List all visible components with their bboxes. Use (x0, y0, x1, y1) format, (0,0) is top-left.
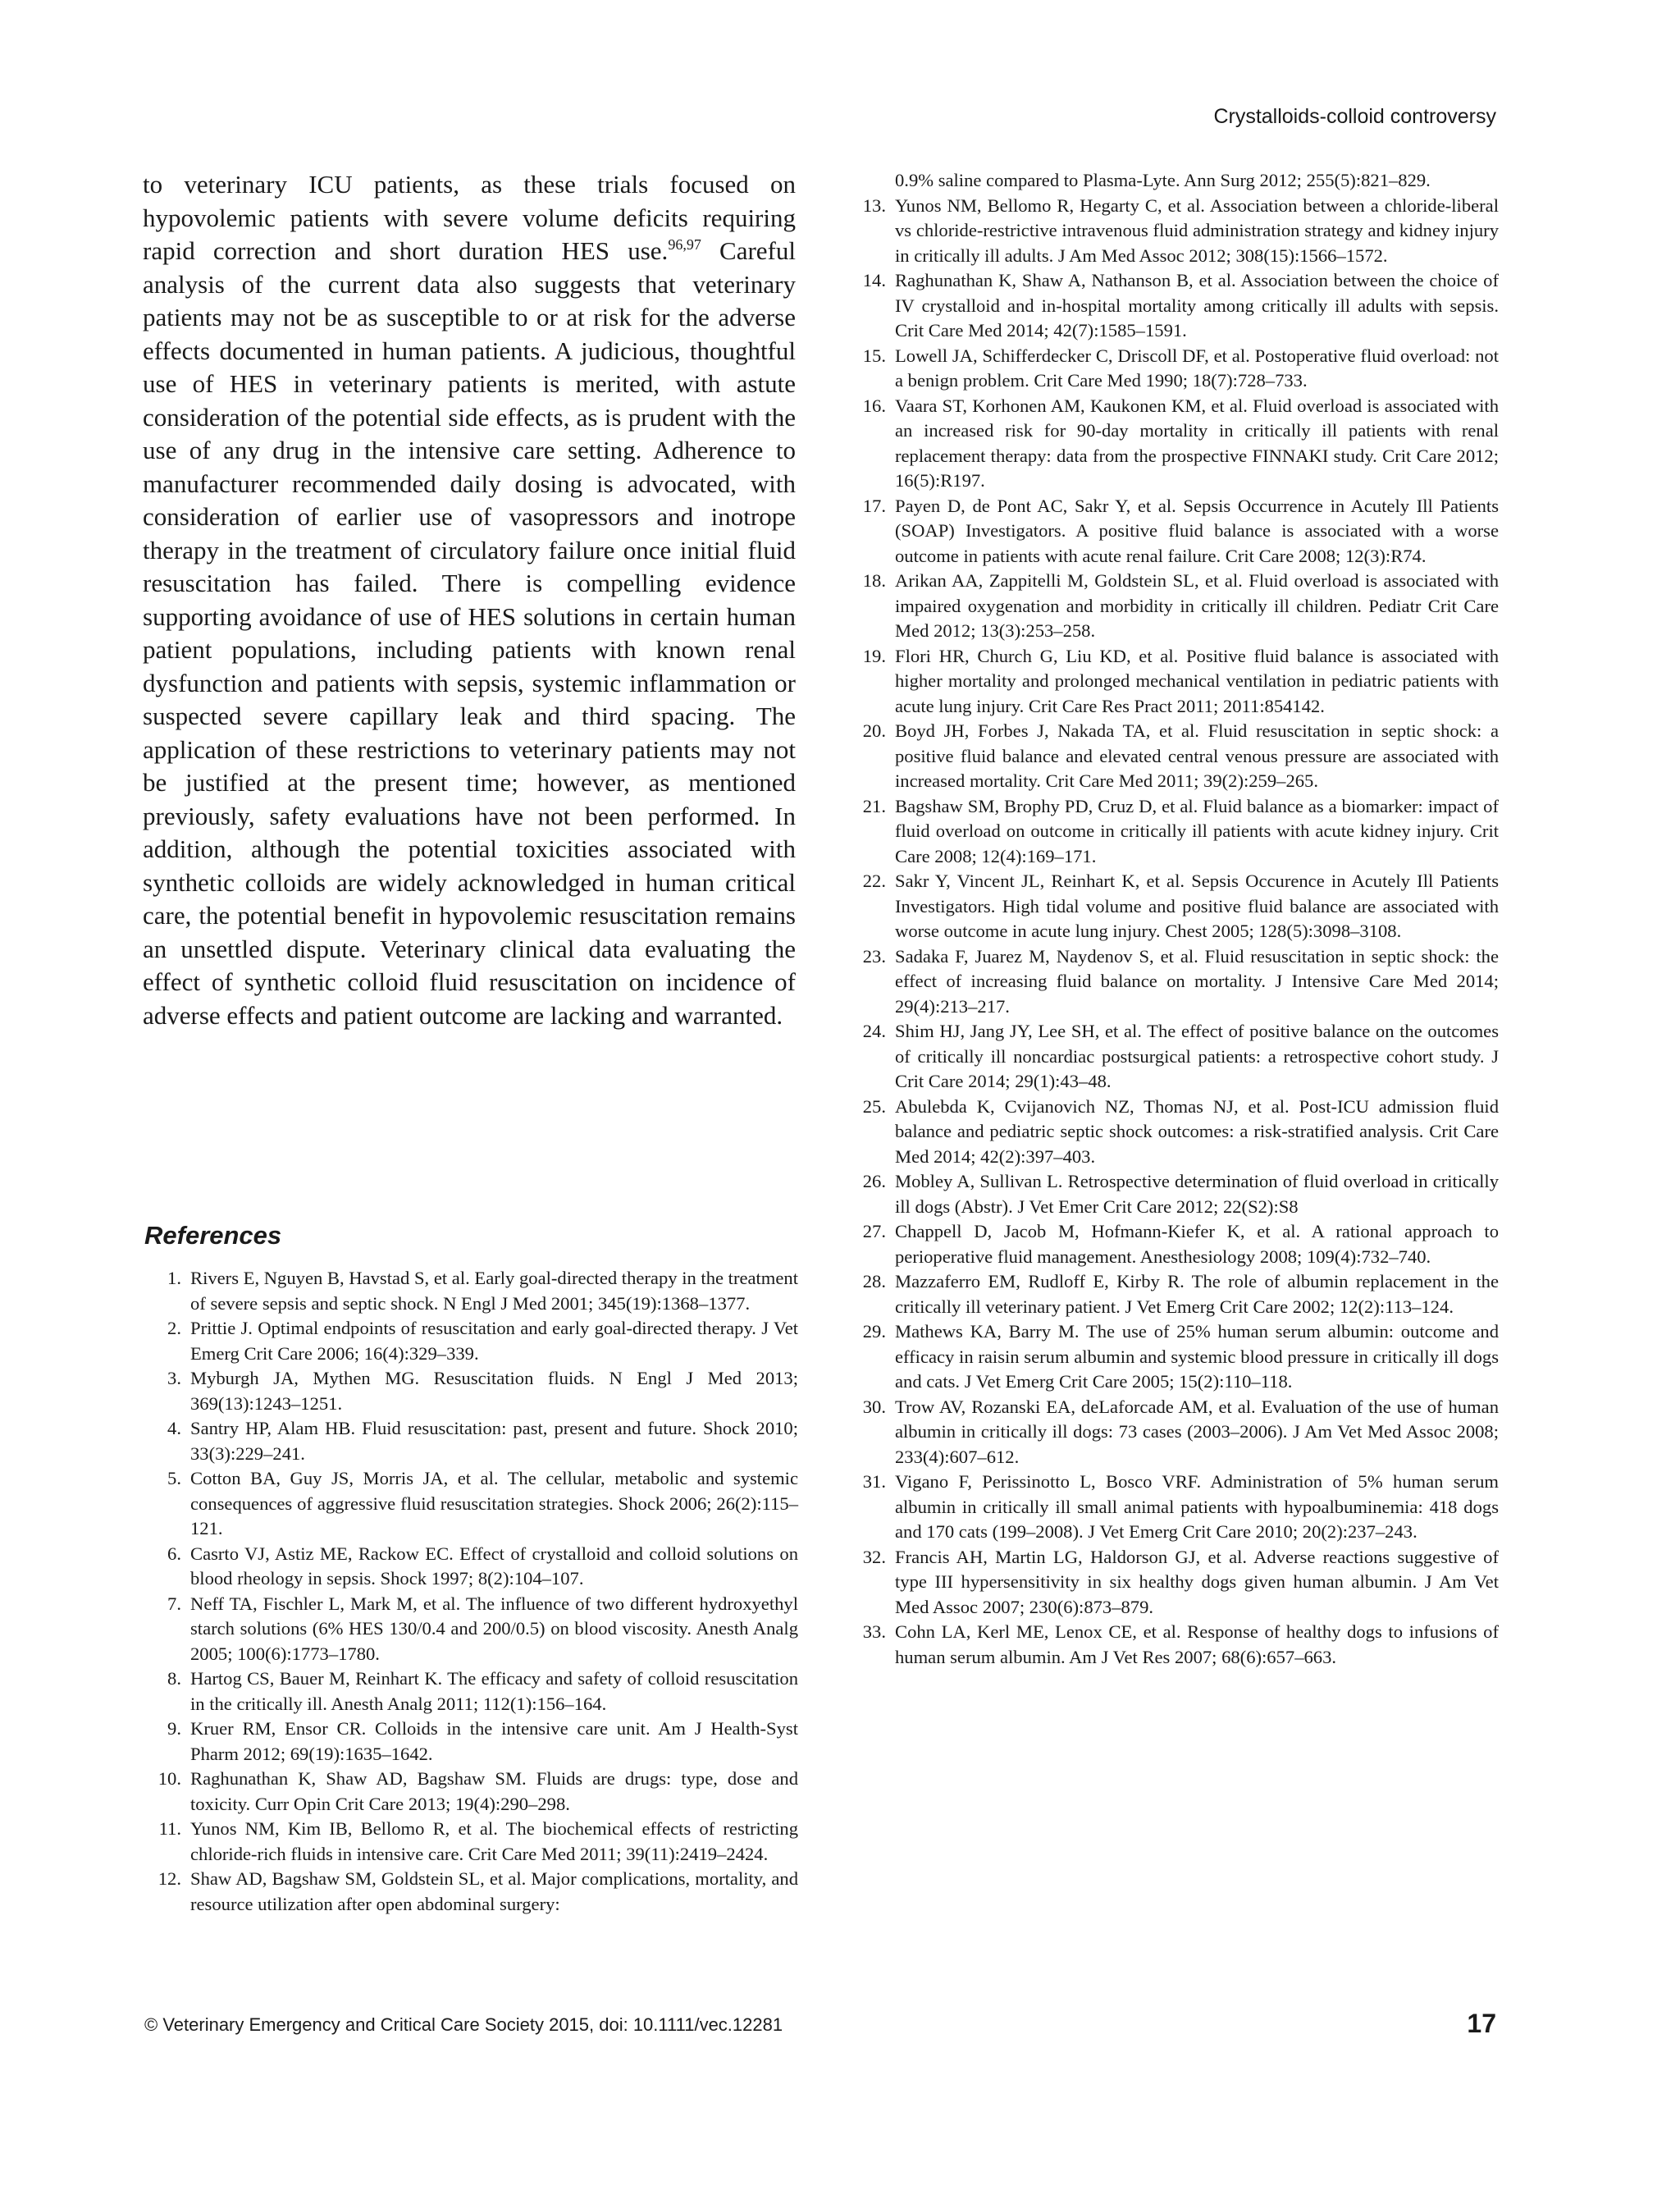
reference-text: Neff TA, Fischler L, Mark M, et al. The influence of two different hydroxyethyl starch solutions (6% HES 130/0.4 and 200/0.5) on blood viscosity. Anesth Analg 2005; 100(6):1773–1780. (190, 1593, 798, 1664)
reference-text: Mathews KA, Barry M. The use of 25% human serum albumin: outcome and efficacy in raisin serum albumin and systemic blood pressure in critically ill dogs and cats. J Vet Emerg Crit Care 2005; 15(2):110–118. (895, 1321, 1499, 1392)
reference-text: Chappell D, Jacob M, Hofmann-Kiefer K, et al. A rational approach to perioperative fluid management. Anesthesiology 2008; 109(4):732–740. (895, 1221, 1499, 1267)
reference-number: 17. (862, 495, 886, 516)
reference-text: Raghunathan K, Shaw A, Nathanson B, et al. Association between the choice of IV crystalloid and in-hospital mortality among critically ill adults with sepsis. Crit Care Med 2014; 42(7):1585–1591. (895, 270, 1499, 341)
reference-number: 7. (167, 1593, 181, 1614)
reference-item (849, 494, 1499, 569)
reference-item (849, 1095, 1499, 1170)
references-right-column (849, 168, 1499, 1670)
reference-item (849, 268, 1499, 344)
reference-text: Myburgh JA, Mythen MG. Resuscitation fluids. N Engl J Med 2013; 369(13):1243–1251. (190, 1368, 798, 1414)
reference-number: 32. (862, 1546, 886, 1567)
reference-item (849, 394, 1499, 494)
reference-number: 14. (862, 270, 886, 290)
reference-item (144, 1666, 798, 1717)
reference-item (144, 1466, 798, 1542)
reference-text: Casrto VJ, Astiz ME, Rackow EC. Effect of crystalloid and colloid solutions on blood rheology in sepsis. Shock 1997; 8(2):104–107. (190, 1543, 798, 1589)
reference-number: 16. (862, 395, 886, 416)
reference-number: 30. (862, 1396, 886, 1417)
reference-text: Bagshaw SM, Brophy PD, Cruz D, et al. Fluid balance as a biomarker: impact of fluid overload on outcome in critically ill patients with acute kidney injury. Crit Care 2008; 12(4):169–171. (895, 795, 1499, 866)
reference-number: 13. (862, 194, 886, 216)
reference-text: Shim HJ, Jang JY, Lee SH, et al. The effect of positive balance on the outcomes of critically ill noncardiac postsurgical patients: a retrospective cohort study. J Crit Care 2014; 29(1):43–48. (895, 1021, 1499, 1091)
citation-superscript: 96,97 (668, 236, 701, 253)
reference-item (849, 644, 1499, 720)
reference-item (144, 1366, 798, 1416)
reference-text: Flori HR, Church G, Liu KD, et al. Positive fluid balance is associated with higher mortality and prolonged mechanical ventilation in pediatric patients with acute lung injury. Crit Care Res Pract 2011; 2011:854142. (895, 645, 1499, 716)
reference-item (849, 344, 1499, 394)
reference-text: Mobley A, Sullivan L. Retrospective determination of fluid overload in critically ill dogs (Abstr). J Vet Emer Crit Care 2012; 22(S2):S8 (895, 1171, 1499, 1217)
reference-item (144, 1592, 798, 1667)
reference-number: 21. (862, 795, 886, 816)
reference-number: 4. (167, 1418, 181, 1438)
body-text-part1: to veterinary ICU patients, as these trials focused on hypovolemic patients with severe volume deficits requiring rapid correction and short duration HES use. (143, 170, 796, 265)
reference-item (144, 1416, 798, 1466)
footer-copyright: © Veterinary Emergency and Critical Care Society 2015, doi: 10.1111/vec.12281 (144, 2014, 783, 2035)
reference-text: Vigano F, Perissinotto L, Bosco VRF. Administration of 5% human serum albumin in critically ill small animal patients with hypoalbuminemia: 418 dogs and 170 cats (199–2008). J Vet Emerg Crit Care 2010; 20(2):237–243. (895, 1471, 1499, 1542)
reference-number: 1. (167, 1268, 181, 1288)
reference-text: Rivers E, Nguyen B, Havstad S, et al. Early goal-directed therapy in the treatment of severe sepsis and septic shock. N Engl J Med 2001; 345(19):1368–1377. (190, 1268, 798, 1314)
reference-item (849, 869, 1499, 944)
reference-item (849, 719, 1499, 794)
reference-number: 8. (167, 1668, 181, 1689)
reference-number: 28. (862, 1271, 886, 1291)
reference-text: Prittie J. Optimal endpoints of resuscitation and early goal-directed therapy. J Vet Emerg Crit Care 2006; 16(4):329–339. (190, 1318, 798, 1364)
reference-item (849, 1269, 1499, 1319)
reference-number: 29. (862, 1321, 886, 1342)
reference-number: 5. (167, 1468, 181, 1488)
reference-number: 9. (167, 1718, 181, 1739)
reference-item (849, 194, 1499, 269)
reference-text: Lowell JA, Schifferdecker C, Driscoll DF, et al. Postoperative fluid overload: not a benign problem. Crit Care Med 1990; 18(7):728–733. (895, 345, 1499, 391)
reference-number: 24. (862, 1021, 886, 1041)
reference-number: 19. (862, 645, 886, 666)
reference-text: Santry HP, Alam HB. Fluid resuscitation: past, present and future. Shock 2010; 33(3):229–241. (190, 1418, 798, 1464)
reference-number: 10. (158, 1768, 181, 1789)
reference-number: 18. (862, 570, 886, 591)
reference-text: Arikan AA, Zappitelli M, Goldstein SL, et al. Fluid overload is associated with impaired oxygenation and morbidity in critically ill children. Pediatr Crit Care Med 2012; 13(3):253–258. (895, 570, 1499, 641)
reference-number: 26. (862, 1171, 886, 1191)
reference-text: Payen D, de Pont AC, Sakr Y, et al. Sepsis Occurrence in Acutely Ill Patients (SOAP) Investigators. A positive fluid balance is associated with a worse outcome in patients with acute renal failure. Crit Care 2008; 12(3):R74. (895, 495, 1499, 566)
reference-item (144, 1316, 798, 1366)
reference-number: 2. (167, 1318, 181, 1338)
reference-text: Cotton BA, Guy JS, Morris JA, et al. The cellular, metabolic and systemic consequences of aggressive fluid resuscitation strategies. Shock 2006; 26(2):115–121. (190, 1468, 798, 1538)
reference-item (849, 569, 1499, 644)
reference-item (144, 1266, 798, 1316)
reference-text: Shaw AD, Bagshaw SM, Goldstein SL, et al. Major complications, mortality, and resource utilization after open abdominal surgery: (190, 1868, 798, 1914)
reference-text: Boyd JH, Forbes J, Nakada TA, et al. Fluid resuscitation in septic shock: a positive fluid balance and elevated central venous pressure are associated with increased mortality. Crit Care Med 2011; 39(2):259–265. (895, 720, 1499, 791)
reference-number: 33. (862, 1621, 886, 1642)
reference-number: 12. (158, 1868, 181, 1889)
reference-text: Sakr Y, Vincent JL, Reinhart K, et al. Sepsis Occurence in Acutely Ill Patients Investigators. High tidal volume and positive fluid balance are associated with worse outcome in acute lung injury. Chest 2005; 128(5):3098–3108. (895, 871, 1499, 941)
reference-continuation: 0.9% saline compared to Plasma-Lyte. Ann Surg 2012; 255(5):821–829. (895, 170, 1431, 190)
reference-text: Cohn LA, Kerl ME, Lenox CE, et al. Response of healthy dogs to infusions of human serum albumin. Am J Vet Res 2007; 68(6):657–663. (895, 1621, 1499, 1667)
reference-list-right (849, 194, 1499, 1671)
reference-text: Abulebda K, Cvijanovich NZ, Thomas NJ, et al. Post-ICU admission fluid balance and pediatric septic shock outcomes: a risk-stratified analysis. Crit Care Med 2014; 42(2):397–403. (895, 1095, 1499, 1167)
reference-number: 25. (862, 1095, 886, 1117)
reference-item (849, 1545, 1499, 1621)
reference-list-left (144, 1266, 798, 1917)
reference-text: Raghunathan K, Shaw AD, Bagshaw SM. Fluids are drugs: type, dose and toxicity. Curr Opin Crit Care 2013; 19(4):290–298. (190, 1768, 798, 1814)
reference-number: 15. (862, 345, 886, 366)
reference-item (849, 944, 1499, 1020)
references-heading: References (144, 1221, 282, 1250)
reference-text: Francis AH, Martin LG, Haldorson GJ, et al. Adverse reactions suggestive of type III hypersensitivity in six healthy dogs given human albumin. J Am Vet Med Assoc 2007; 230(6):873–879. (895, 1546, 1499, 1617)
running-head: Crystalloids-colloid controversy (1213, 105, 1496, 128)
references-left-column (144, 1266, 798, 1917)
reference-number: 31. (862, 1471, 886, 1492)
reference-item (849, 1620, 1499, 1670)
reference-item (849, 1395, 1499, 1470)
reference-item (849, 1319, 1499, 1395)
reference-item (849, 1169, 1499, 1219)
reference-number: 11. (158, 1818, 181, 1839)
reference-item (144, 1767, 798, 1817)
body-text (143, 168, 796, 1032)
reference-text: Hartog CS, Bauer M, Reinhart K. The efficacy and safety of colloid resuscitation in the critically ill. Anesth Analg 2011; 112(1):156–164. (190, 1668, 798, 1714)
reference-item (849, 1470, 1499, 1545)
body-paragraph (143, 168, 796, 1032)
reference-item (849, 794, 1499, 870)
body-text-part2: Careful analysis of the current data also suggests that veterinary patients may not be as susceptible to or at risk for the adverse effects documented in human patients. A judicious, thoughtful use of HES in veterinary patients is merited, with astute consideration of the potential side effects, as is prudent with the use of any drug in the intensive care setting. Adherence to manufacturer recommended daily dosing is advocated, with consideration of earlier use of vasopressors and inotrope therapy in the treatment of circulatory failure once initial fluid resuscitation has failed. There is compelling evidence supporting avoidance of use of HES solutions in certain human patient populations, including patients with known renal dysfunction and patients with sepsis, systemic inflammation or suspected severe capillary leak and third spacing. The application of these restrictions to veterinary patients may not be justified at the present time; however, as mentioned previously, safety evaluations have not been performed. In addition, although the potential toxicities associated with synthetic colloids are widely acknowledged in human critical care, the potential benefit in hypovolemic resuscitation remains an unsettled dispute. Veterinary clinical data evaluating the effect of synthetic colloid fluid resuscitation on incidence of adverse effects and patient outcome are lacking and warranted. (143, 236, 796, 1030)
reference-text: Yunos NM, Bellomo R, Hegarty C, et al. Association between a chloride-liberal vs chloride-restrictive intravenous fluid administration strategy and kidney injury in critically ill adults. J Am Med Assoc 2012; 308(15):1566–1572. (895, 194, 1499, 266)
page-number: 17 (1467, 2009, 1496, 2038)
reference-text: Vaara ST, Korhonen AM, Kaukonen KM, et al. Fluid overload is associated with an increased risk for 90-day mortality in critically ill patients with renal replacement therapy: data from the prospective FINNAKI study. Crit Care 2012; 16(5):R197. (895, 395, 1499, 491)
reference-number: 6. (167, 1543, 181, 1564)
reference-item (849, 1219, 1499, 1269)
reference-item (849, 1019, 1499, 1095)
reference-number: 23. (862, 945, 886, 967)
reference-number: 20. (862, 720, 886, 741)
reference-item (144, 1717, 798, 1767)
reference-item (144, 1817, 798, 1867)
reference-number: 22. (862, 871, 886, 891)
reference-text: Yunos NM, Kim IB, Bellomo R, et al. The biochemical effects of restricting chloride-rich fluids in intensive care. Crit Care Med 2011; 39(11):2419–2424. (190, 1818, 798, 1864)
reference-number: 3. (167, 1368, 181, 1388)
reference-text: Kruer RM, Ensor CR. Colloids in the intensive care unit. Am J Health-Syst Pharm 2012; 69(19):1635–1642. (190, 1718, 798, 1764)
reference-item (144, 1867, 798, 1917)
reference-text: Mazzaferro EM, Rudloff E, Kirby R. The role of albumin replacement in the critically ill veterinary patient. J Vet Emerg Crit Care 2002; 12(2):113–124. (895, 1271, 1499, 1317)
reference-number: 27. (862, 1221, 886, 1241)
reference-item (144, 1542, 798, 1592)
reference-text: Trow AV, Rozanski EA, deLaforcade AM, et al. Evaluation of the use of human albumin in critically ill dogs: 73 cases (2003–2006). J Am Vet Med Assoc 2008; 233(4):607–612. (895, 1396, 1499, 1467)
reference-text: Sadaka F, Juarez M, Naydenov S, et al. Fluid resuscitation in septic shock: the effect of increasing fluid balance on mortality. J Intensive Care Med 2014; 29(4):213–217. (895, 945, 1499, 1017)
